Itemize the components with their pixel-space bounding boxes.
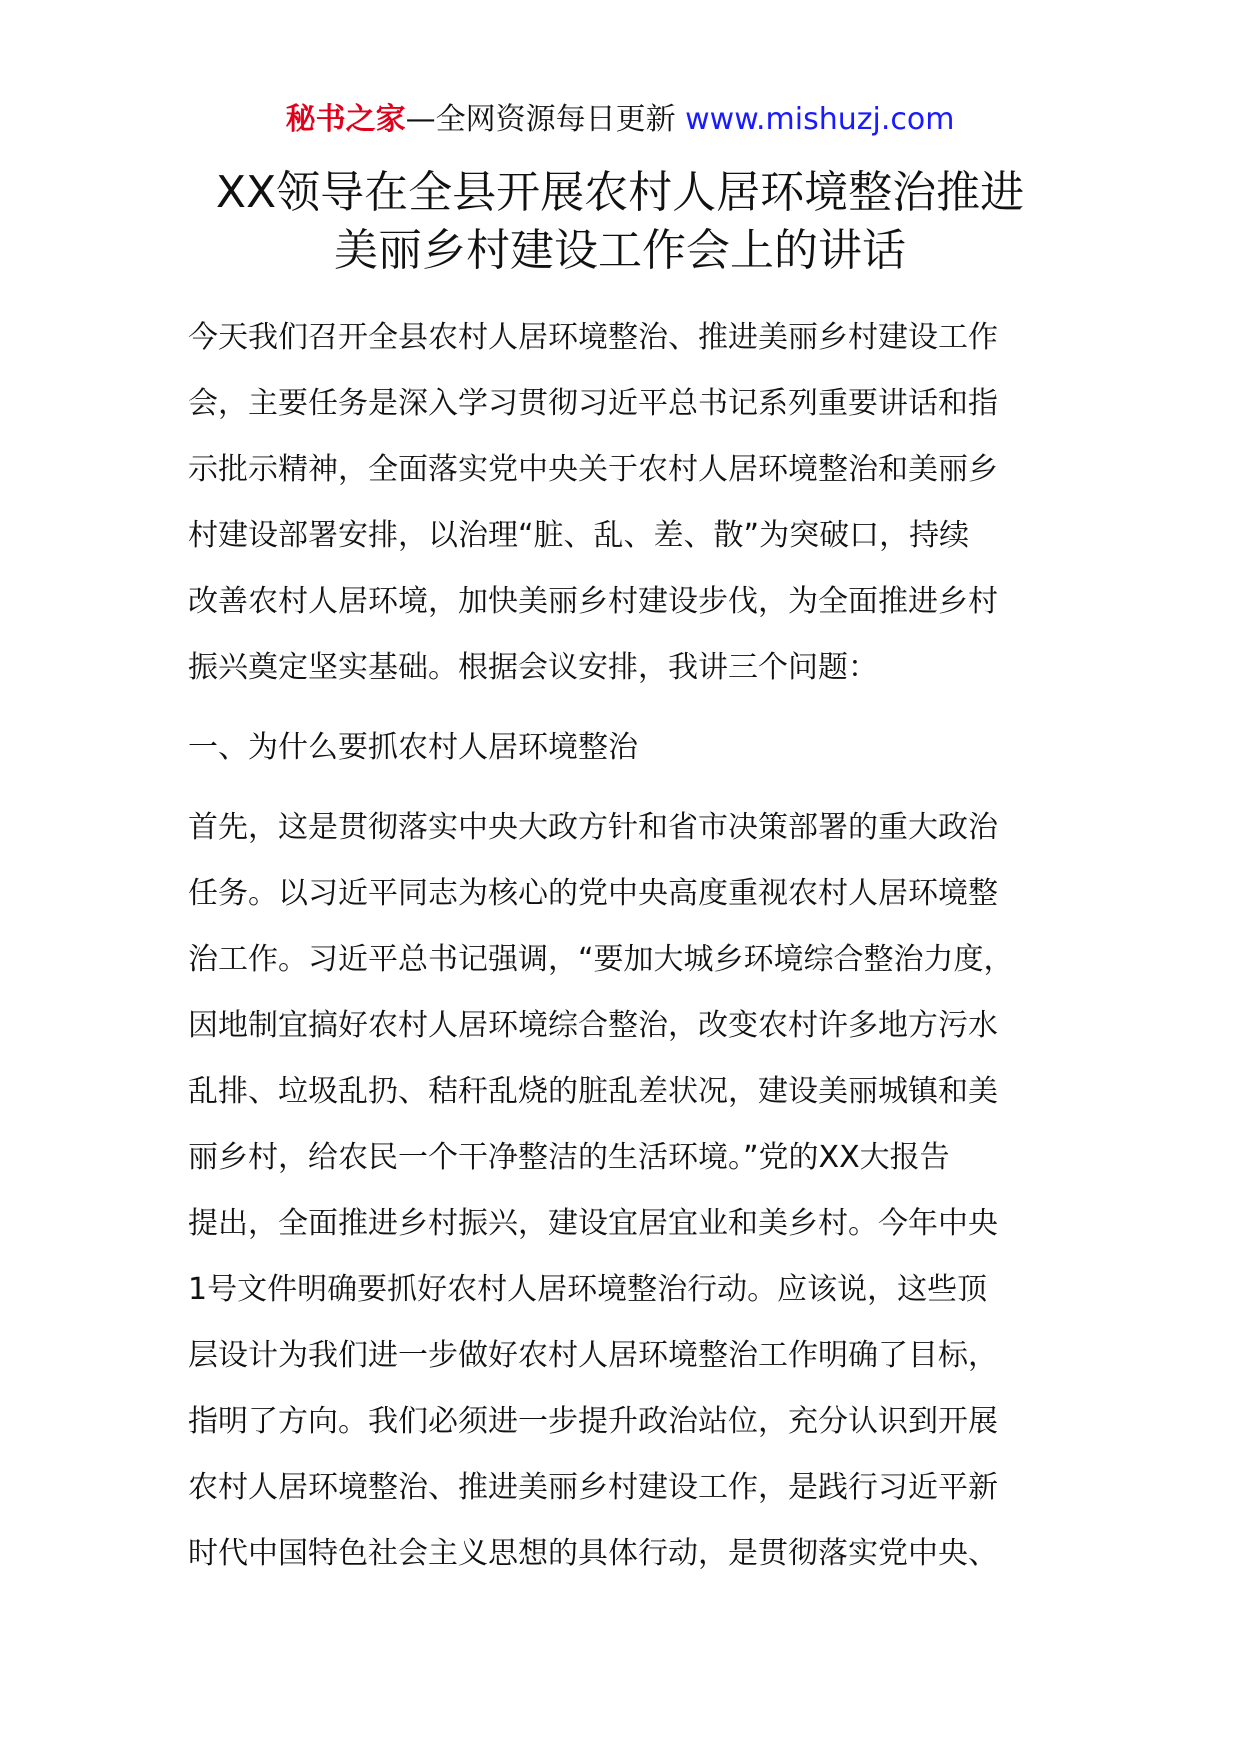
heading-line: 一、为什么要抓农村人居环境整治 bbox=[188, 730, 638, 765]
text-line: 指明了方向。我们必须进一步提升政治站位，充分认识到开展 bbox=[188, 1404, 998, 1439]
text-line: 村建设部署安排，以治理“脏、乱、差、散”为突破口，持续 bbox=[188, 518, 970, 553]
text-line: 提出，全面推进乡村振兴，建设宜居宜业和美乡村。今年中央 bbox=[188, 1206, 998, 1241]
section-heading bbox=[188, 715, 1058, 781]
text-line: 治工作。习近平总书记强调，“要加大城乡环境综合整治力度， bbox=[188, 942, 1014, 977]
paragraph-first-point bbox=[188, 795, 1058, 1587]
text-line: 改善农村人居环境，加快美丽乡村建设步伐，为全面推进乡村 bbox=[188, 584, 998, 619]
text-line: 因地制宜搞好农村人居环境综合整治，改变农村许多地方污水 bbox=[188, 1008, 998, 1043]
title-line: 美丽乡村建设工作会上的讲话 bbox=[334, 225, 906, 276]
text-line: 时代中国特色社会主义思想的具体行动，是贯彻落实党中央、 bbox=[188, 1536, 998, 1571]
paragraph-intro bbox=[188, 305, 1058, 701]
text-line: 乱排、垃圾乱扔、秸秆乱烧的脏乱差状况，建设美丽城镇和美 bbox=[188, 1074, 998, 1109]
site-url[interactable]: www.mishuzj.com bbox=[685, 102, 955, 137]
text-line: 农村人居环境整治、推进美丽乡村建设工作，是践行习近平新 bbox=[188, 1470, 998, 1505]
brand-name: 秘书之家 bbox=[285, 102, 406, 137]
text-line: 1号文件明确要抓好农村人居环境整治行动。应该说，这些顶 bbox=[188, 1272, 988, 1307]
text-line: 振兴奠定坚实基础。根据会议安排，我讲三个问题： bbox=[188, 650, 878, 685]
header-tagline: —全网资源每日更新 bbox=[405, 102, 686, 137]
document-title bbox=[150, 164, 1090, 280]
site-header bbox=[0, 100, 1240, 140]
text-line: 今天我们召开全县农村人居环境整治、推进美丽乡村建设工作 bbox=[188, 320, 998, 355]
text-line: 层设计为我们进一步做好农村人居环境整治工作明确了目标， bbox=[188, 1338, 998, 1373]
text-line: 首先，这是贯彻落实中央大政方针和省市决策部署的重大政治 bbox=[188, 810, 998, 845]
title-line: XX领导在全县开展农村人居环境整治推进 bbox=[215, 167, 1025, 218]
document-body bbox=[188, 305, 1058, 1587]
text-line: 示批示精神，全面落实党中央关于农村人居环境整治和美丽乡 bbox=[188, 452, 998, 487]
text-line: 会，主要任务是深入学习贯彻习近平总书记系列重要讲话和指 bbox=[188, 386, 998, 421]
text-line: 任务。以习近平同志为核心的党中央高度重视农村人居环境整 bbox=[188, 876, 998, 911]
text-line: 丽乡村，给农民一个干净整洁的生活环境。”党的XX大报告 bbox=[188, 1140, 950, 1175]
